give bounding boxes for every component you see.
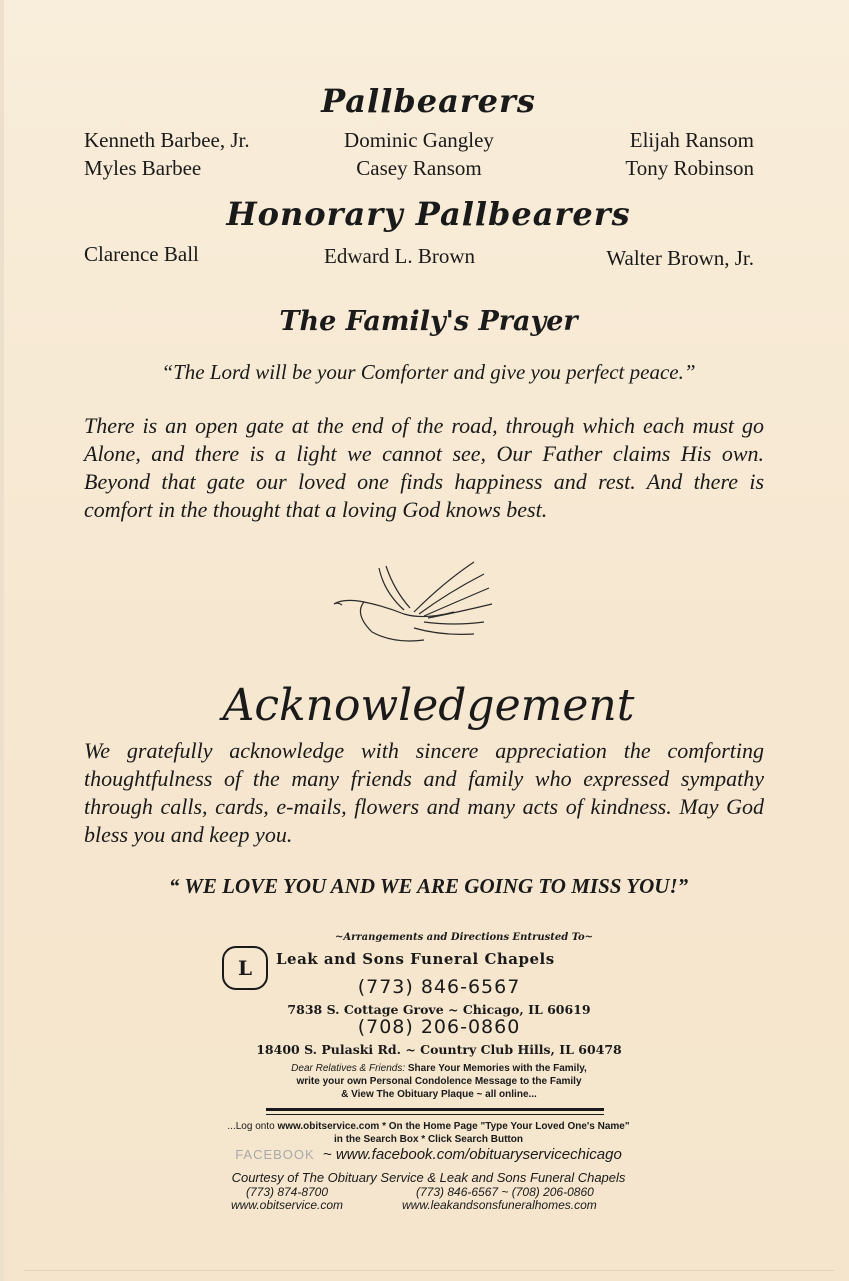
- honorary-pallbearer-name: Clarence Ball: [84, 242, 199, 266]
- courtesy-line: Courtesy of The Obituary Service & Leak and Sons Funeral Chapels: [231, 1170, 626, 1185]
- obitservice-link[interactable]: www.obitservice.com: [277, 1121, 380, 1132]
- memories-notice: [204, 1062, 674, 1101]
- log-prefix: ...Log onto: [227, 1121, 275, 1132]
- pallbearer-name: Casey Ransom: [356, 156, 482, 180]
- prayer-text: There is an open gate at the end of the road, through which each must go Alone, and there is a light we cannot see, Our Father claims His own. Beyond that gate our loved one finds happiness and rest. And there is comfort in the thought that a loving God knows best.: [84, 413, 764, 522]
- page-edge: [24, 1270, 834, 1271]
- divider: [266, 1108, 604, 1111]
- address-country-club-hills: 18400 S. Pulaski Rd. ~ Country Club Hills, IL 60478: [256, 1042, 622, 1057]
- memories-lead: Dear Relatives & Friends:: [291, 1063, 406, 1074]
- facebook-logo-icon: FACEBOOK: [235, 1147, 315, 1162]
- honorary-pallbearer-name: Walter Brown, Jr.: [606, 246, 754, 270]
- family-prayer-heading: The Family's Prayer: [279, 306, 578, 337]
- log-line-2: in the Search Box * Click Search Button: [334, 1134, 523, 1145]
- pallbearers-column-3: [625, 126, 754, 182]
- closing-message: “ WE LOVE YOU AND WE ARE GOING TO MISS YOU!”: [168, 874, 689, 898]
- dove-icon: [324, 552, 504, 652]
- phone-country-club-hills: (708) 206-0860: [357, 1016, 521, 1038]
- pallbearers-column-1: [84, 126, 250, 182]
- arrangements-line: ~Arrangements and Directions Entrusted To~: [334, 932, 594, 943]
- obit-service-site[interactable]: www.obitservice.com: [230, 1198, 344, 1212]
- pallbearer-name: Kenneth Barbee, Jr.: [84, 128, 250, 152]
- pallbearer-name: Tony Robinson: [625, 156, 754, 180]
- honorary-pallbearers-heading: Honorary Pallbearers: [226, 195, 631, 233]
- divider-thin: [266, 1114, 604, 1115]
- facebook-link[interactable]: ~ www.facebook.com/obituaryservicechicago: [322, 1146, 622, 1163]
- obit-service-phone: (773) 874-8700: [245, 1185, 329, 1199]
- address-chicago: 7838 S. Cottage Grove ~ Chicago, IL 60619: [287, 1002, 591, 1017]
- prayer-quote: “The Lord will be your Comforter and give you perfect peace.”: [161, 360, 696, 384]
- obit-service-contact: [222, 1186, 352, 1212]
- pallbearer-name: Myles Barbee: [84, 156, 202, 180]
- leak-sons-site[interactable]: www.leakandsonsfuneralhomes.com: [402, 1198, 597, 1212]
- pallbearer-name: Elijah Ransom: [629, 128, 754, 152]
- phone-chicago: (773) 846-6567: [357, 976, 521, 998]
- logo-letter: L: [237, 956, 253, 980]
- acknowledgement-heading: Acknowledgement: [222, 680, 635, 731]
- leak-sons-contact: [402, 1186, 662, 1212]
- memories-line-3: & View The Obituary Plaque ~ all online...: [341, 1089, 537, 1100]
- log-rest: * On the Home Page "Type Your Loved One's Name": [382, 1121, 630, 1132]
- memories-line-2: write your own Personal Condolence Message to the Family: [296, 1076, 582, 1087]
- leak-sons-phones: (773) 846-6567 ~ (708) 206-0860: [416, 1185, 594, 1199]
- honorary-pallbearer-name: Edward L. Brown: [324, 244, 476, 268]
- facebook-line: [4, 1146, 849, 1163]
- pallbearers-heading: Pallbearers: [321, 82, 536, 120]
- pallbearers-column-2: [329, 126, 509, 182]
- pallbearer-name: Dominic Gangley: [344, 128, 494, 152]
- online-instructions: [4, 1120, 849, 1146]
- acknowledgement-text: We gratefully acknowledge with sincere appreciation the comforting thoughtfulness of the many friends and family who expressed sympathy through calls, cards, e-mails, flowers and many acts of kindness. May God bless you and keep you.: [84, 738, 764, 847]
- memories-line-1: Share Your Memories with the Family,: [407, 1063, 587, 1074]
- funeral-home-name: Leak and Sons Funeral Chapels: [276, 950, 555, 968]
